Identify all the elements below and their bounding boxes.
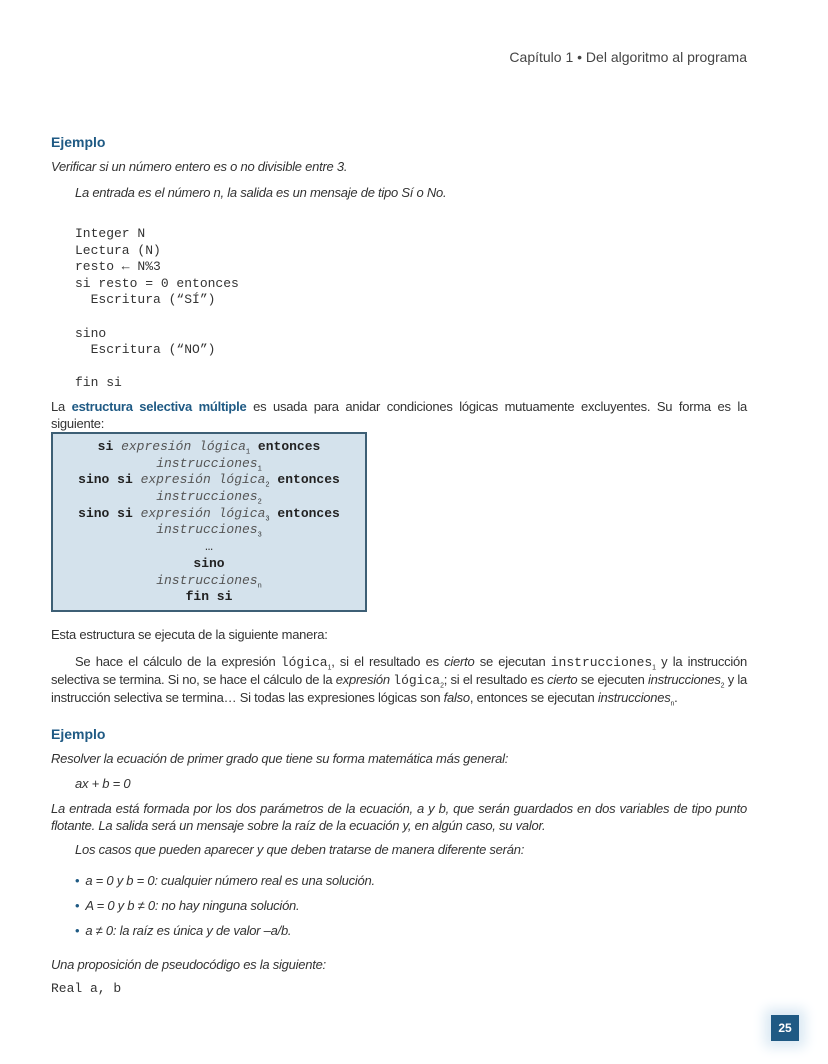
running-header: Capítulo 1 • Del algoritmo al programa [509,49,747,65]
example-heading: Ejemplo [51,725,106,742]
code-line: resto ← N%3 [75,259,161,275]
code-line: sino [75,325,107,341]
cases-intro: Los casos que pueden aparecer y que deben tratarse de manera diferente serán: [75,841,525,857]
code-line: Integer N [75,226,146,241]
code-line [75,309,747,326]
pseudocode-block [51,226,747,392]
code-line [75,359,747,376]
intro-paragraph: La estructura selectiva múltiple es usada para anidar condiciones lógicas mutuamente excluyentes. Su forma es la siguiente: [51,398,747,431]
example-heading: Ejemplo [51,134,106,150]
example-statement: Resolver la ecuación de primer grado que tiene su forma matemática más general: [51,750,509,766]
page-number: 25 [771,1015,799,1041]
example-io: La entrada es el número n, la salida es un mensaje de tipo Sí o No. [75,185,447,200]
example-input: La entrada está formada por los dos parámetros de la ecuación, a y b, que serán guardados en dos variables de tipo punto flotante. La salida será un mensaje sobre la raíz de la ecuación y, en algún caso, su valor. [51,800,747,833]
code-line: Escritura (“SÍ”) [75,292,216,308]
code-line: Escritura (“NO”) [75,342,216,358]
explanation-paragraph: Se hace el cálculo de la expresión lógica$_1$, si el resultado es cierto se ejecutan instrucciones$_1$ y la instrucción selectiva se termina. Si no, se hace el cálculo de la expresión lógica$_2$; si el resultado es cierto se ejecuten instrucciones$_2$ y la instrucción selectiva se termina… Si todas las expresiones lógicas son falso, entonces se ejecutan instrucciones$_n$. [51,653,748,708]
list-item: • a = 0 y b = 0: cualquier número real es una solución. [75,872,375,888]
code-line: Real a, b [51,980,122,996]
list-item: • A = 0 y b ≠ 0: no hay ninguna solución. [75,897,300,913]
syntax-box: si expresión lógica$_1$ entonces instrucciones$_1$ sino si expresión lógica$_2$ entonces instrucciones$_2$ sino si expresión lógica$_3$ entonces instrucciones$_3$ … sino instrucciones$_n$ fin si [51,432,367,612]
list-item: • a ≠ 0: la raíz es única y de valor –a/b. [75,922,292,938]
equation: ax + b = 0 [75,775,131,791]
term-highlight: estructura selectiva múltiple [71,398,247,414]
example-statement: Verificar si un número entero es o no divisible entre 3. [51,159,348,174]
page-body [51,134,747,998]
code-line: si resto = 0 entonces [75,275,239,291]
code-line: Lectura (N) [75,242,161,258]
explanation-lead: Esta estructura se ejecuta de la siguiente manera: [51,626,328,642]
code-line: fin si [75,375,122,391]
proposal-text: Una proposición de pseudocódigo es la siguiente: [51,956,326,972]
